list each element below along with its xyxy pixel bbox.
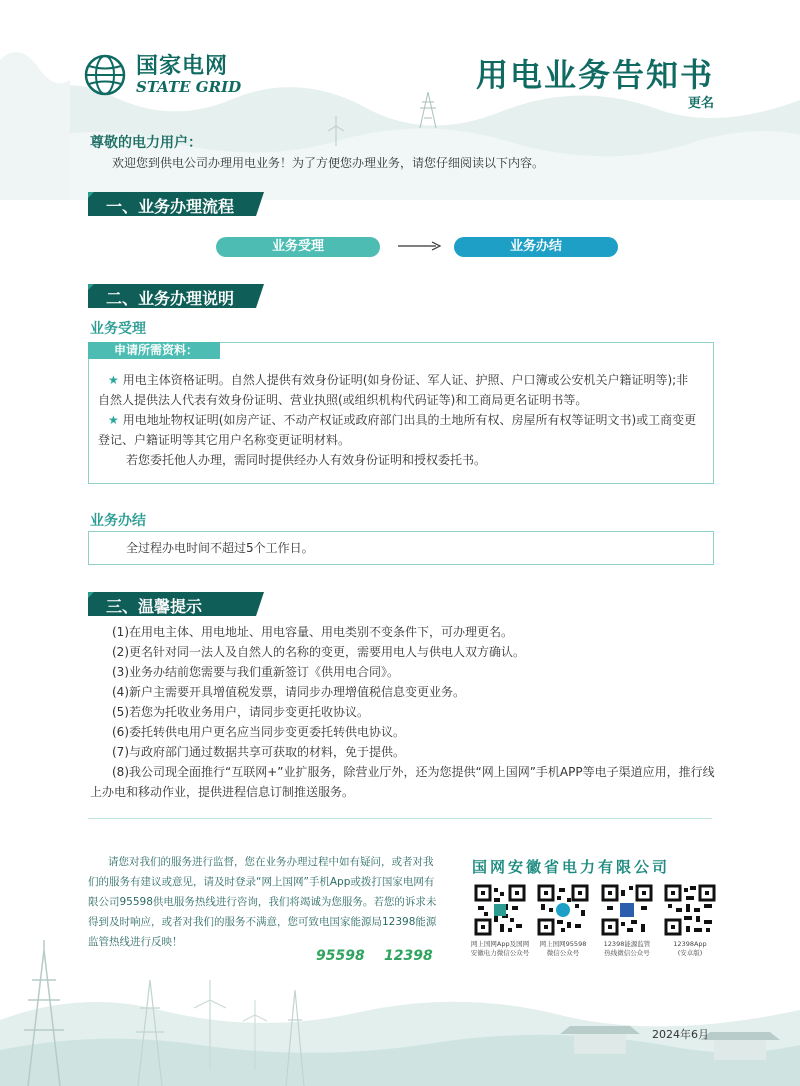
section-2-header	[88, 284, 264, 308]
material-item-2	[98, 410, 698, 450]
greeting: 尊敬的电力用户：	[90, 135, 202, 151]
section-2-title: 二、业务办理说明	[106, 289, 235, 308]
flow-step-finish: 业务办结	[454, 237, 618, 257]
logo-name-en: STATE GRID	[136, 78, 242, 96]
star-icon: ★	[108, 413, 119, 427]
accept-subtitle: 业务受理	[90, 321, 146, 337]
footer-divider	[88, 818, 712, 819]
qr-caption-line1: 网上国网App及国网	[470, 940, 530, 948]
company-name: 国网安徽省电力有限公司	[472, 858, 671, 876]
tip-item: (8)我公司现全面推行“互联网+”业扩服务，除营业厅外，还为您提供“网上国网”手机APP等电子渠道应用，推行线上办电和移动作业，提供进程信息订制推送服务。	[90, 765, 715, 799]
section-3-header	[88, 592, 264, 616]
section-1-header	[88, 192, 264, 216]
qr-code-icon	[474, 884, 526, 936]
qr-code-icon	[601, 884, 653, 936]
supervision-text: 请您对我们的服务进行监督，您在业务办理过程中如有疑问，或者对我们的服务有建议或意见，请及时登录“网上国网”手机App或拨打国家电网有限公司95598供电服务热线进行咨询，我们将竭诚为您服务。若您的诉求未得到及时响应，或者对我们的服务不满意，您可致电国家能源局12398能源监管热线进行反映！	[88, 856, 437, 948]
star-icon: ★	[108, 373, 119, 387]
tip-item: (4)新户主需要开具增值税发票，请同步办理增值税信息变更业务。	[112, 685, 466, 699]
document-title: 用电业务告知书	[475, 56, 714, 94]
tip-item: (3)业务办结前您需要与我们重新签订《供用电合同》。	[112, 665, 400, 679]
material-item-1	[98, 370, 698, 410]
proxy-note: 若您委托他人办理，需同时提供经办人有效身份证明和授权委托书。	[126, 453, 487, 467]
tip-item: (7)与政府部门通过数据共享可获取的材料，免于提供。	[112, 745, 406, 759]
tip-item: (2)更名针对同一法人及自然人的名称的变更，需要用电人与供电人双方确认。	[112, 645, 526, 659]
state-grid-logo	[84, 54, 241, 96]
qr-caption-line2: 安徽电力微信公众号	[470, 949, 530, 957]
qr-code-icon	[664, 884, 716, 936]
state-grid-globe-icon	[84, 54, 126, 96]
flow-arrow-icon	[398, 238, 442, 254]
intro-text: 欢迎您到供电公司办理用电业务！为了方便您办理业务，请您仔细阅读以下内容。	[112, 156, 545, 170]
document-date: 2024年6月	[652, 1028, 709, 1041]
qr-caption-line1: 网上国网95598	[539, 940, 587, 948]
pylon-icon	[416, 92, 440, 128]
finish-subtitle: 业务办结	[90, 513, 146, 529]
tips-list	[90, 622, 720, 802]
material-item-2-text: 用电地址物权证明(如房产证、不动产权证或政府部门出具的土地所有权、房屋所有权等证明文书)或工商变更登记、户籍证明等其它用户名称变更证明材料。	[98, 413, 697, 447]
hotline-12398-logo: 12398	[384, 948, 433, 964]
tip-item: (5)若您为托收业务用户，请同步变更托收协议。	[112, 705, 369, 719]
finish-text: 全过程办电时间不超过5个工作日。	[126, 541, 314, 555]
qr-caption-line1: 12398App	[673, 940, 707, 948]
qr-caption-line2: 热线微信公众号	[604, 949, 650, 957]
logo-name-cn: 国家电网	[136, 54, 229, 79]
document-subtitle: 更名	[687, 96, 714, 111]
flow-step-accept: 业务受理	[216, 237, 380, 257]
material-item-1-text: 用电主体资格证明。自然人提供有效身份证明(如身份证、军人证、护照、户口簿或公安机关户籍证明等);非自然人提供法人代表有效身份证明、营业执照(或组织机构代码证等)和工商局更名证明书等。	[98, 373, 689, 407]
materials-tag: 申请所需资料：	[88, 342, 220, 359]
qr-code-icon	[537, 884, 589, 936]
section-3-title: 三、温馨提示	[106, 597, 203, 616]
wind-turbine-icon	[326, 116, 346, 146]
qr-caption-line1: 12398能源监管	[603, 940, 651, 948]
tip-item: (6)委托转供电用户更名应当同步变更委托转供电协议。	[112, 725, 406, 739]
hotline-95598-logo: 95598	[316, 948, 365, 964]
qr-caption-line2: (安卓版)	[677, 949, 703, 957]
qr-caption-line2: 微信公众号	[546, 949, 580, 957]
section-1-title: 一、业务办理流程	[106, 197, 235, 216]
tip-item: (1)在用电主体、用电地址、用电容量、用电类别不变条件下，可办理更名。	[112, 625, 514, 639]
